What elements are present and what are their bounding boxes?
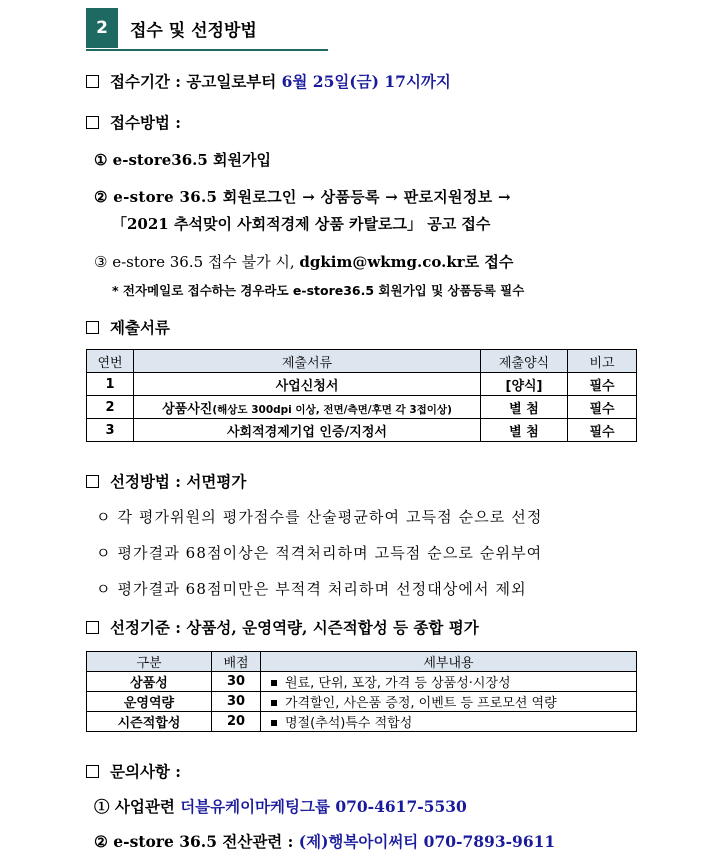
table-row bbox=[87, 396, 637, 419]
table-row bbox=[87, 419, 637, 442]
method-item-2-cont: 「2021 추석맞이 사회적경제 상품 카탈로그」 공고 접수 bbox=[112, 215, 491, 233]
cell-no: 1 bbox=[87, 373, 134, 396]
cell-note: 필수 bbox=[568, 419, 637, 442]
cell-category: 상품성 bbox=[87, 672, 212, 692]
checkbox-icon bbox=[86, 116, 99, 129]
method-item-1: ① e-store36.5 회원가입 bbox=[94, 151, 271, 169]
docs-title: 제출서류 bbox=[110, 318, 170, 337]
period-deadline: 6월 25일(금) 17시까지 bbox=[281, 72, 451, 91]
period-line bbox=[86, 70, 451, 92]
docs-title-line bbox=[86, 316, 170, 338]
cell-form: 별 첨 bbox=[481, 396, 568, 419]
col-header: 제출서류 bbox=[134, 350, 481, 373]
method-item-3-prefix: ③ e-store 36.5 접수 불가 시, bbox=[94, 253, 300, 271]
method-item-2: ② e-store 36.5 회원로그인 → 상품등록 → 판로지원정보 → bbox=[94, 188, 511, 206]
method-item-3 bbox=[94, 251, 513, 272]
section-underline bbox=[86, 49, 328, 51]
checkbox-icon bbox=[86, 75, 99, 88]
selection-bullet-3: ㅇ 평가결과 68점미만은 부적격 처리하며 선정대상에서 제외 bbox=[96, 580, 527, 598]
selection-bullet-1: ㅇ 각 평가위원의 평가점수를 산술평균하여 고득점 순으로 선정 bbox=[96, 508, 543, 526]
checkbox-icon bbox=[86, 475, 99, 488]
cell-name-detail bbox=[134, 396, 481, 419]
cell-form: 별 첨 bbox=[481, 419, 568, 442]
contact-2 bbox=[94, 830, 555, 852]
checkbox-icon bbox=[86, 321, 99, 334]
contact-2-prefix: ② e-store 36.5 전산관련 : bbox=[94, 832, 299, 851]
checkbox-icon bbox=[86, 621, 99, 634]
period-label: 접수기간 : 공고일로부터 bbox=[110, 72, 282, 91]
method-note: * 전자메일로 접수하는 경우라도 e-store36.5 회원가입 및 상품등록 필수 bbox=[112, 283, 525, 298]
contact-1 bbox=[94, 795, 467, 817]
method-email: dgkim@wkmg.co.kr bbox=[299, 253, 465, 271]
cell-no: 3 bbox=[87, 419, 134, 442]
checkbox-icon bbox=[86, 765, 99, 778]
col-header: 비고 bbox=[568, 350, 637, 373]
contact-1-prefix: ① 사업관련 bbox=[94, 797, 181, 816]
cell-name: 사회적경제기업 인증/지정서 bbox=[134, 419, 481, 442]
cell-note: 필수 bbox=[568, 373, 637, 396]
cell-score: 20 bbox=[212, 712, 261, 732]
selection-title: 선정방법 : 서면평가 bbox=[110, 472, 247, 491]
cell-name: 상품사진 bbox=[162, 401, 213, 417]
table-row bbox=[87, 373, 637, 396]
table-row bbox=[87, 712, 637, 732]
method-title-line bbox=[86, 111, 181, 133]
cell-detail-text: 가격할인, 사은품 증정, 이벤트 등 프로모션 역량 bbox=[285, 696, 557, 711]
col-header: 제출양식 bbox=[481, 350, 568, 373]
section-number: 2 bbox=[86, 8, 118, 48]
cell-no: 2 bbox=[87, 396, 134, 419]
cell-score: 30 bbox=[212, 672, 261, 692]
docs-table bbox=[86, 349, 637, 442]
contact-title-line bbox=[86, 760, 181, 782]
method-title: 접수방법 : bbox=[110, 113, 182, 132]
table-header-row bbox=[87, 652, 637, 672]
col-header: 연번 bbox=[87, 350, 134, 373]
cell-detail bbox=[261, 692, 637, 712]
selection-title-line bbox=[86, 470, 246, 492]
criteria-title: 선정기준 : 상품성, 운영역량, 시즌적합성 등 종합 평가 bbox=[110, 618, 479, 637]
cell-detail-text: 원료, 단위, 포장, 가격 등 상품성·시장성 bbox=[285, 676, 511, 691]
cell-score: 30 bbox=[212, 692, 261, 712]
cell-detail bbox=[261, 712, 637, 732]
cell-detail bbox=[261, 672, 637, 692]
selection-bullet-2: ㅇ 평가결과 68점이상은 적격처리하며 고득점 순으로 순위부여 bbox=[96, 544, 543, 562]
cell-name: 사업신청서 bbox=[134, 373, 481, 396]
table-header-row bbox=[87, 350, 637, 373]
criteria-title-line bbox=[86, 616, 479, 638]
cell-detail-text: 명절(추석)특수 적합성 bbox=[285, 716, 413, 731]
square-bullet-icon bbox=[271, 680, 277, 686]
table-row bbox=[87, 692, 637, 712]
contact-2-value: (제)행복아이써티 070-7893-9611 bbox=[298, 832, 556, 851]
square-bullet-icon bbox=[271, 700, 277, 706]
cell-category: 운영역량 bbox=[87, 692, 212, 712]
contact-title: 문의사항 : bbox=[110, 762, 182, 781]
method-item-3-suffix: 로 접수 bbox=[464, 253, 514, 271]
cell-category: 시즌적합성 bbox=[87, 712, 212, 732]
square-bullet-icon bbox=[271, 720, 277, 726]
cell-form: [양식] bbox=[481, 373, 568, 396]
col-header: 구분 bbox=[87, 652, 212, 672]
cell-note: 필수 bbox=[568, 396, 637, 419]
criteria-table bbox=[86, 651, 637, 732]
contact-1-value: 더블유케이마케팅그룹 070-4617-5530 bbox=[180, 797, 467, 816]
cell-detail: (해상도 300dpi 이상, 전면/측면/후면 각 3접이상) bbox=[212, 403, 452, 416]
table-row bbox=[87, 672, 637, 692]
section-title: 접수 및 선정방법 bbox=[130, 21, 257, 41]
col-header: 배점 bbox=[212, 652, 261, 672]
col-header: 세부내용 bbox=[261, 652, 637, 672]
